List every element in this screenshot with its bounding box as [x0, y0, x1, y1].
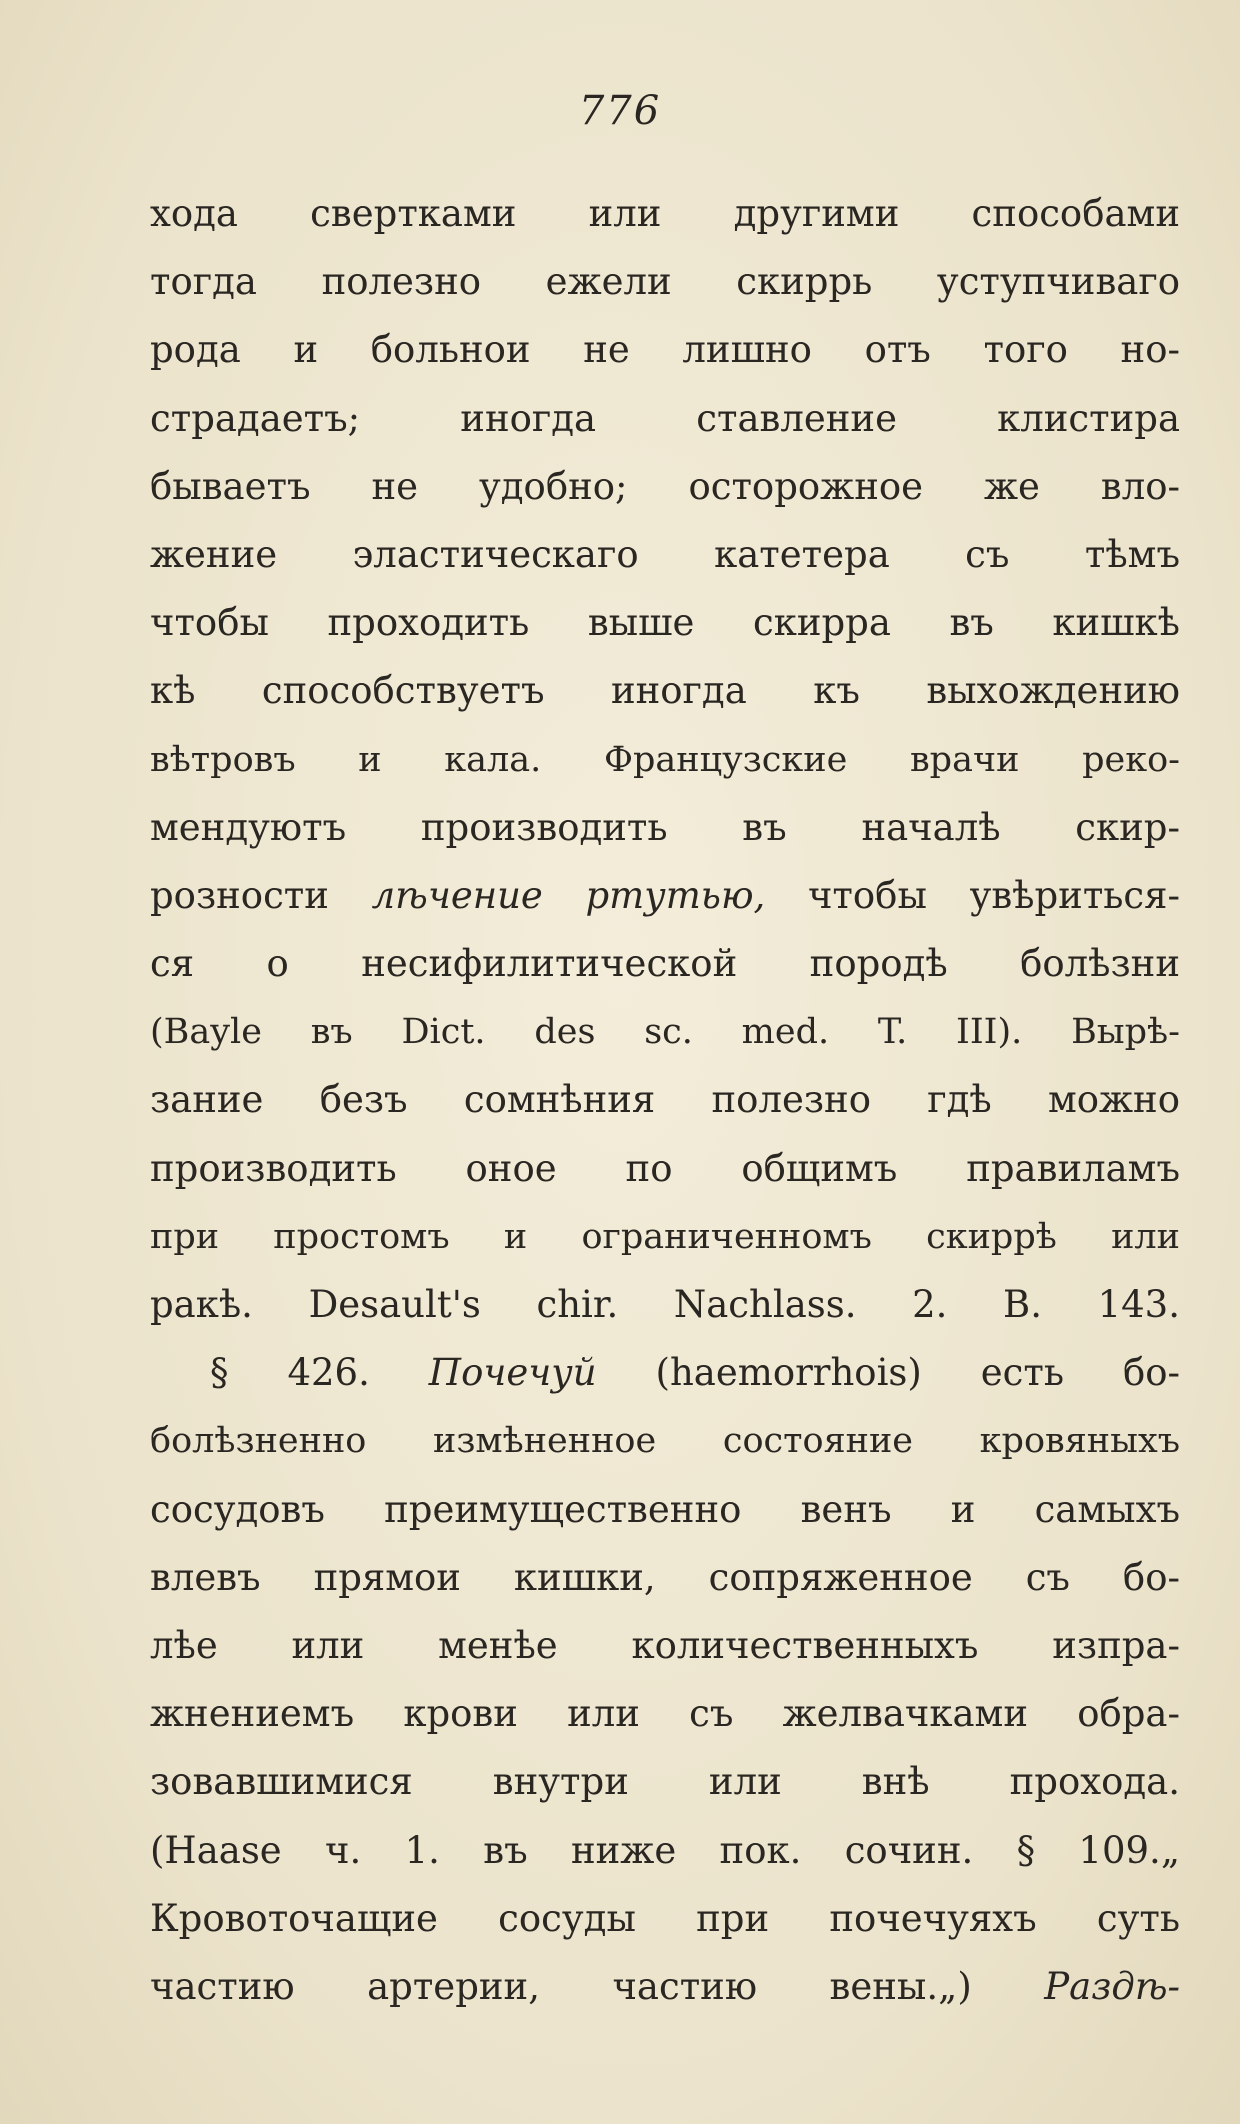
page-number: 776 — [578, 88, 662, 134]
line-tail: чтобы увѣриться- — [807, 873, 1181, 917]
italic-term: Почечуй — [428, 1351, 597, 1395]
text-line: производить оное по общимъ правиламъ — [150, 1146, 1180, 1190]
text-line: зовавшимися внутри или внѣ прохода. — [150, 1760, 1180, 1804]
section-heading-line — [150, 1339, 1180, 1407]
text-line: влевъ прямои кишки, сопряженное съ бо- — [150, 1555, 1180, 1599]
text-line: болѣзненно измѣненное состояние кровяныхъ — [150, 1421, 1180, 1462]
text-line: (Bayle въ Dict. des sc. med. T. III). Вырѣ- — [150, 1012, 1180, 1053]
text-line: лѣе или менѣе количественныхъ изпра- — [150, 1623, 1180, 1667]
text-line: кѣ способствуетъ иногда къ выхождению — [150, 669, 1180, 713]
text-line: жнениемъ крови или съ желвачками обра- — [150, 1692, 1180, 1736]
text-line: вѣтровъ и кала. Французские врачи реко- — [150, 739, 1180, 780]
text-line-with-italic — [150, 862, 1180, 930]
body-text — [150, 180, 1180, 2021]
text-line: тогда полезно ежели скиррь уступчиваго — [150, 260, 1180, 304]
text-line: Кровоточащие сосуды при почечуяхъ суть — [150, 1896, 1180, 1940]
text-line: рода и больнои не лишно отъ того но- — [150, 328, 1180, 372]
text-line: сосудовъ преимущественно венъ и самыхъ — [150, 1487, 1180, 1531]
section-number: § 426. — [210, 1351, 370, 1395]
italic-catchword: Раздѣ- — [1044, 1964, 1180, 2008]
text-line: бываетъ не удобно; осторожное же вло- — [150, 464, 1180, 508]
line-tail: (haemorrhois) есть бо- — [655, 1351, 1181, 1395]
text-line: страдаетъ; иногда ставление клистира — [150, 396, 1180, 440]
text-line: хода сверткaми или другими способами — [150, 192, 1180, 235]
line-head: розности — [150, 873, 329, 917]
text-line-with-italic — [150, 1953, 1180, 2021]
text-line: зание безъ сомнѣния полезно гдѣ можно — [150, 1078, 1180, 1122]
text-line: при простомъ и ограниченномъ скиррѣ или — [150, 1216, 1180, 1257]
text-line: ракѣ. Desault's chir. Nachlass. 2. B. 143. — [150, 1283, 1180, 1326]
text-line: чтобы проходить выше скирра въ кишкѣ — [150, 601, 1180, 645]
text-line: (Haase ч. 1. въ ниже пок. сочин. § 109.„ — [150, 1828, 1180, 1872]
text-line: ся о несифилитической породѣ болѣзни — [150, 942, 1180, 986]
text-line: мендуютъ производить въ началѣ скир- — [150, 805, 1180, 849]
line-head: частию артерии, частию вены.„) — [150, 1964, 972, 2008]
text-line: жение эластическаго катетера съ тѣмъ — [150, 532, 1180, 576]
italic-phrase: лѣчение ртутью, — [371, 873, 766, 917]
